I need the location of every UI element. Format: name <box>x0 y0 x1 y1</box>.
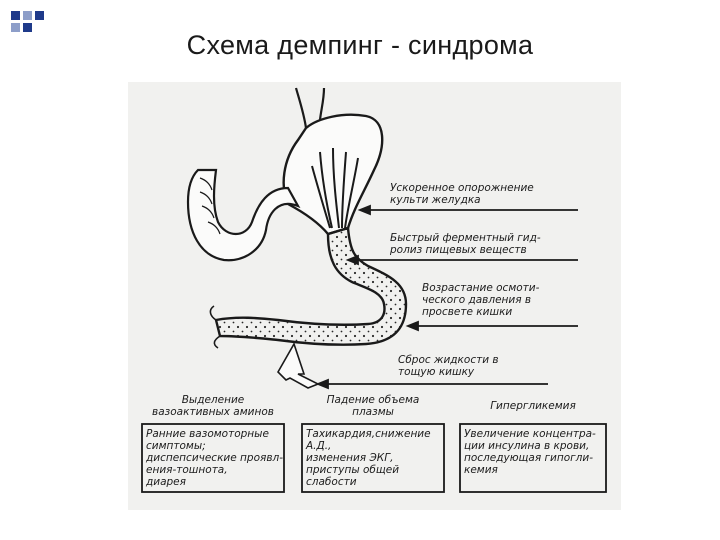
afferent-loop <box>188 170 298 260</box>
box-text-early-symptoms: Ранние вазомоторные симптомы; диспепсические проявл- ения-тошнота, диарея <box>146 428 284 488</box>
slide-title: Схема демпинг - синдрома <box>186 30 534 60</box>
corner-square <box>23 11 32 20</box>
box-text-tachycardia: Тахикардия,снижение А.Д., изменения ЭКГ, приступы общей слабости <box>306 428 431 488</box>
heading-plasma-volume-drop: Падение объема плазмы <box>326 394 420 418</box>
gastric-stump <box>284 115 383 234</box>
corner-square <box>35 11 44 20</box>
box-text-insulin: Увеличение концентра- ции инсулина в крови, последующая гипогли- кемия <box>464 428 596 476</box>
arrow-label-stump-emptying: Ускоренное опорожнение культи желудка <box>390 182 534 206</box>
fluid-inflow-arrow <box>278 344 318 388</box>
dumping-syndrome-figure <box>128 82 621 510</box>
corner-square <box>11 11 20 20</box>
arrow-label-hydrolysis: Быстрый ферментный гид- ролиз пищевых веществ <box>390 232 541 256</box>
heading-vasoactive-amines: Выделение вазоактивных аминов <box>152 394 274 418</box>
arrow-label-fluid-shift: Сброс жидкости в тощую кишку <box>398 354 499 378</box>
heading-hyperglycemia: Гипергликемия <box>490 400 576 412</box>
arrow-label-osmotic-pressure: Возрастание осмоти- ческого давления в просвете кишки <box>422 282 540 318</box>
